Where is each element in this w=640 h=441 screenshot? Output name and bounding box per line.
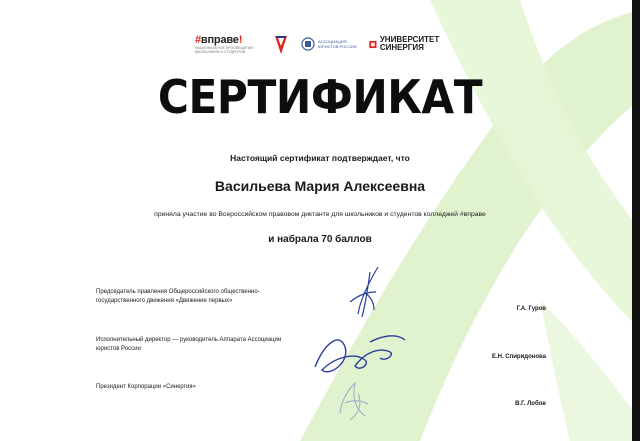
vprave-hash: #: [195, 34, 201, 46]
university-logo: [369, 36, 455, 52]
certificate-intro: Настоящий сертификат подтверждает, что: [230, 153, 410, 163]
association-logo: [301, 37, 362, 51]
partner-logos: [195, 34, 455, 58]
vprave-mark: !: [238, 34, 243, 46]
participation-description: приняла участие во Всероссийском правовом диктанте для школьников и студентов колледжей #вправе: [154, 211, 486, 218]
signature-lobov: [330, 378, 380, 423]
vprave-tagline: НАЦИОНАЛЬНОЕ ПРОСВЕЩЕНИЕ ШКОЛЬНИКОВ И СТУДЕНТОВ: [195, 46, 254, 54]
signatory-position: Президент Корпорации «Синергия»: [96, 384, 196, 390]
signature-spiridonova: [310, 322, 410, 382]
association-name: АССОЦИАЦИЯ ЮРИСТОВ РОССИИ: [318, 39, 357, 49]
vprave-logo: [195, 34, 257, 54]
university-name: УНИВЕРСИТЕТ СИНЕРГИЯ: [379, 35, 440, 52]
signature-gurov: [340, 262, 390, 322]
certificate-title: СЕРТИФИКАТ: [157, 70, 483, 124]
recipient-name: Васильева Мария Алексеевна: [214, 178, 426, 194]
signatory-row: [96, 288, 546, 314]
association-emblem-icon: [301, 37, 315, 51]
signatory-name: Е.Н. Спиридонова: [491, 354, 546, 360]
vprave-word: вправе: [200, 34, 239, 46]
synergy-emblem-icon: [369, 39, 377, 50]
signatory-position: Исполнительный директор — руководитель Аппарата Ассоциации юристов России: [96, 337, 282, 352]
signatory-name: Г.А. Гуров: [516, 306, 546, 312]
photo-frame-edge: [632, 0, 640, 441]
movement-logo-icon: [272, 34, 290, 61]
signatory-position: Председатель правления Общероссийского общественно-государственного движения «Движение первых»: [96, 289, 260, 304]
signatory-row: [96, 383, 546, 409]
signatory-name: В.Г. Лобов: [515, 401, 546, 407]
score-line: и набрала 70 баллов: [268, 234, 372, 245]
